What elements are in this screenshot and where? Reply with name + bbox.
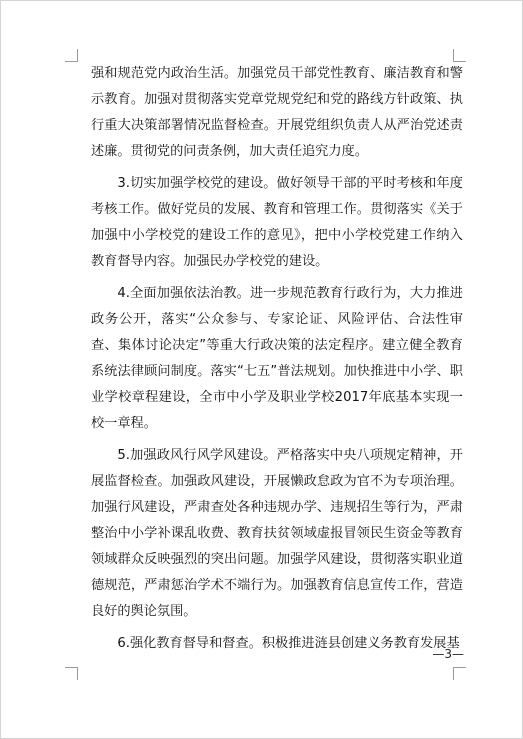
paragraph-conduct: 5.加强政风行风学风建设。严格落实中央八项规定精神，开展监督检查。加强政风建设，开展懒政怠政为官不为专项治理。加强行风建设，严肃查处各种违规办学、违规招生等行为，严肃整治中小学补课乱收费、教育扶贫领域虚报冒领民生资金等教育领域群众反映强烈的突出问题。加强学风建设，贯彻落实职业道德规范，严肃惩治学术不端行为。加强教育信息宣传工作，营造良好的舆论氛围。 bbox=[91, 448, 463, 619]
paragraph-continuation: 强和规范党内政治生活。加强党员干部党性教育、廉洁教育和警示教育。加强对贯彻落实党章党规党纪和党的路线方针政策、执行重大决策部署情况监督检查。开展党组织负责人从严治党述责述廉。贯彻党的问责条例，加大责任追究力度。 bbox=[91, 66, 463, 159]
document-body bbox=[91, 61, 463, 663]
crop-mark-bottom-right bbox=[453, 667, 466, 680]
crop-mark-top-left bbox=[65, 49, 78, 62]
paragraph-rule-of-law: 4.全面加强依法治教。进一步规范教育行政行为，大力推进政务公开，落实“公众参与、专家论证、风险评估、合法性审查、集体讨论决定”等重大行政决策的法定程序。建立健全教育系统法律顾问制度。落实“七五”普法规划。加快推进中小学、职业学校章程建设，全市中小学及职业学校2017年底基本实现一校一章程。 bbox=[91, 286, 463, 431]
paragraph-party-building: 3.切实加强学校党的建设。做好领导干部的平时考核和年度考核工作。做好党员的发展、教育和管理工作。贯彻落实《关于加强中小学校党的建设工作的意见》，把中小学校党建工作纳入教育督导内容。加强民办学校党的建设。 bbox=[91, 176, 463, 269]
crop-mark-bottom-left bbox=[65, 667, 78, 680]
paragraph-supervision: 6.强化教育督导和督查。积极推进涟县创建义务教育发展基 bbox=[117, 636, 460, 651]
page-number: —3— bbox=[432, 647, 464, 661]
